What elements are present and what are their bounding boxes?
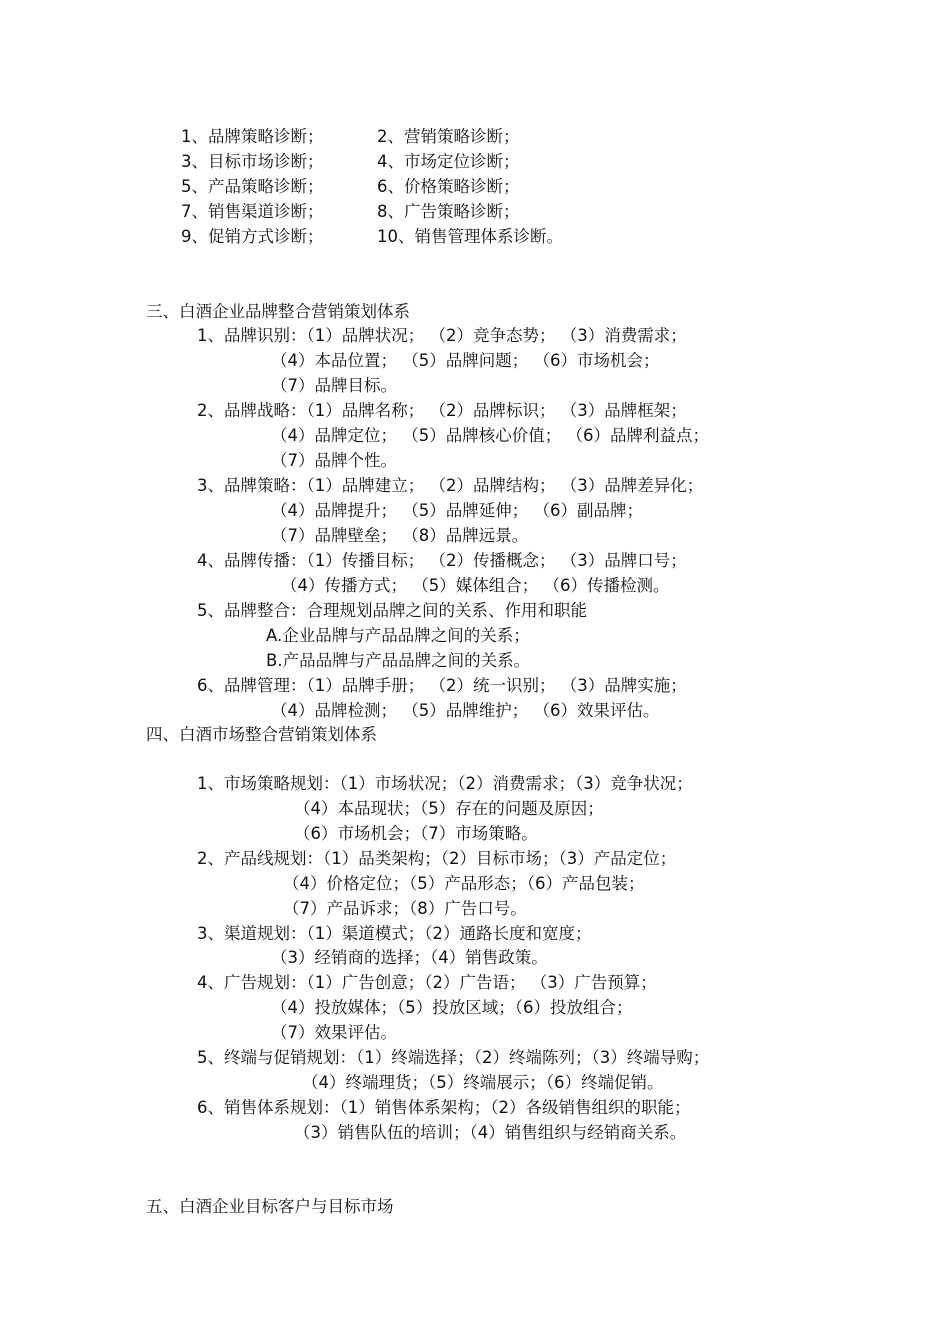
diagnosis-item-6: 6、价格策略诊断； <box>377 177 520 196</box>
section3-item6-line1: 6、品牌管理：（1）品牌手册； （2）统一识别； （3）品牌实施； <box>197 676 687 695</box>
section4-item5-line1: 5、终端与促销规划：（1）终端选择；（2）终端陈列；（3）终端导购； <box>197 1048 710 1067</box>
section3-item5-line3: B.产品品牌与产品品牌之间的关系。 <box>266 651 531 670</box>
section3-item3-line3: （7）品牌壁垒； （8）品牌远景。 <box>271 526 529 545</box>
section4-item1-line2: （4）本品现状；（5）存在的问题及原因； <box>294 799 604 818</box>
section4-item3-line1: 3、渠道规划：（1）渠道模式；（2）通路长度和宽度； <box>197 924 592 943</box>
section4-item4-line1: 4、广告规划：（1）广告创意；（2）广告语； （3）广告预算； <box>197 973 657 992</box>
diagnosis-item-1: 1、品牌策略诊断； <box>181 127 324 146</box>
diagnosis-item-9: 9、促销方式诊断； <box>181 227 324 246</box>
section3-heading: 三、白酒企业品牌整合营销策划体系 <box>146 302 410 321</box>
section3-item4-line1: 4、品牌传播：（1）传播目标； （2）传播概念； （3）品牌口号； <box>197 551 687 570</box>
section4-item1-line1: 1、市场策略规划：（1）市场状况；（2）消费需求；（3）竞争状况； <box>197 774 693 793</box>
section4-item1-line3: （6）市场机会；（7）市场策略。 <box>294 824 538 843</box>
section4-item3-line2: （3）经销商的选择；（4）销售政策。 <box>271 948 548 967</box>
section4-item4-line2: （4）投放媒体；（5）投放区域；（6）投放组合； <box>271 998 633 1017</box>
section4-item6-line2: （3）销售队伍的培训；（4）销售组织与经销商关系。 <box>294 1123 687 1142</box>
diagnosis-item-3: 3、目标市场诊断； <box>181 152 324 171</box>
section4-item6-line1: 6、销售体系规划：（1）销售体系架构；（2）各级销售组织的职能； <box>197 1098 691 1117</box>
section4-item2-line1: 2、产品线规划：（1）品类架构；（2）目标市场；（3）产品定位； <box>197 849 677 868</box>
section3-item3-line1: 3、品牌策略：（1）品牌建立； （2）品牌结构； （3）品牌差异化； <box>197 476 704 495</box>
diagnosis-item-4: 4、市场定位诊断； <box>377 152 520 171</box>
section3-item1-line1: 1、品牌识别：（1）品牌状况； （2）竞争态势； （3）消费需求； <box>197 326 687 345</box>
diagnosis-item-7: 7、销售渠道诊断； <box>181 202 324 221</box>
section4-item2-line2: （4）价格定位；（5）产品形态；（6）产品包装； <box>283 874 645 893</box>
section4-heading: 四、白酒市场整合营销策划体系 <box>146 725 377 744</box>
section3-item6-line2: （4）品牌检测； （5）品牌维护； （6）效果评估。 <box>271 701 660 720</box>
section3-item2-line3: （7）品牌个性。 <box>271 451 397 470</box>
section3-item2-line1: 2、品牌战略：（1）品牌名称； （2）品牌标识； （3）品牌框架； <box>197 401 687 420</box>
section3-item3-line2: （4）品牌提升； （5）品牌延伸； （6）副品牌； <box>271 501 643 520</box>
section3-item5-line2: A.企业品牌与产品品牌之间的关系； <box>266 626 530 645</box>
diagnosis-item-2: 2、营销策略诊断； <box>377 127 520 146</box>
section4-item5-line2: （4）终端理货；（5）终端展示；（6）终端促销。 <box>302 1073 664 1092</box>
diagnosis-item-8: 8、广告策略诊断； <box>377 202 520 221</box>
section4-item4-line3: （7）效果评估。 <box>271 1023 397 1042</box>
section3-item1-line3: （7）品牌目标。 <box>271 376 397 395</box>
diagnosis-item-10: 10、销售管理体系诊断。 <box>377 227 563 246</box>
section3-item1-line2: （4）本品位置； （5）品牌问题； （6）市场机会； <box>271 351 660 370</box>
section3-item5-line1: 5、品牌整合：合理规划品牌之间的关系、作用和职能 <box>197 601 587 620</box>
diagnosis-item-5: 5、产品策略诊断； <box>181 177 324 196</box>
section3-item2-line2: （4）品牌定位； （5）品牌核心价值； （6）品牌利益点； <box>271 426 709 445</box>
section4-item2-line3: （7）产品诉求；（8）广告口号。 <box>283 899 527 918</box>
section5-heading: 五、白酒企业目标客户与目标市场 <box>146 1197 394 1216</box>
section3-item4-line2: （4）传播方式； （5）媒体组合； （6）传播检测。 <box>281 576 670 595</box>
